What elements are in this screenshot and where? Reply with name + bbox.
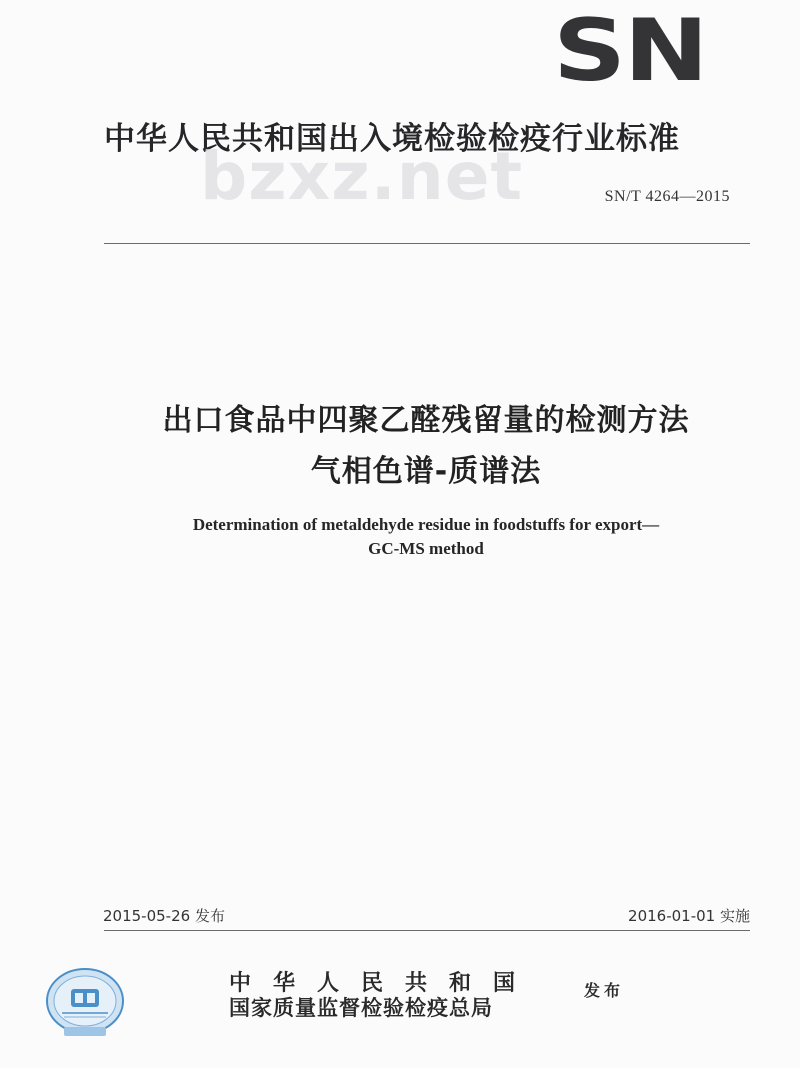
title-en-line2: GC-MS method bbox=[368, 539, 484, 558]
title-cn-line1: 出口食品中四聚乙醛残留量的检测方法 bbox=[162, 403, 690, 438]
watermark: bzxz.net bbox=[200, 138, 524, 215]
issuer-line2: 国家质量监督检验检疫总局 bbox=[229, 995, 493, 1020]
title-cn-line2: 气相色谱-质谱法 bbox=[310, 454, 542, 489]
bottom-divider bbox=[104, 930, 750, 931]
issuer-line1: 中华人民共和国 bbox=[229, 970, 538, 996]
implementation-date: 2016-01-01 实施 bbox=[628, 907, 750, 925]
issued-label: 发布 bbox=[584, 981, 625, 1000]
standard-body-title: 中华人民共和国出入境检验检疫行业标准 bbox=[104, 121, 680, 157]
standard-number: SN/T 4264—2015 bbox=[604, 188, 730, 205]
title-en-line1: Determination of metaldehyde residue in foodstuffs for export— bbox=[192, 515, 660, 534]
issue-date: 2015-05-26 发布 bbox=[103, 907, 225, 925]
anti-counterfeit-seal-icon bbox=[44, 965, 126, 1041]
sn-logo: SN bbox=[553, 1, 707, 101]
top-divider bbox=[104, 243, 750, 244]
